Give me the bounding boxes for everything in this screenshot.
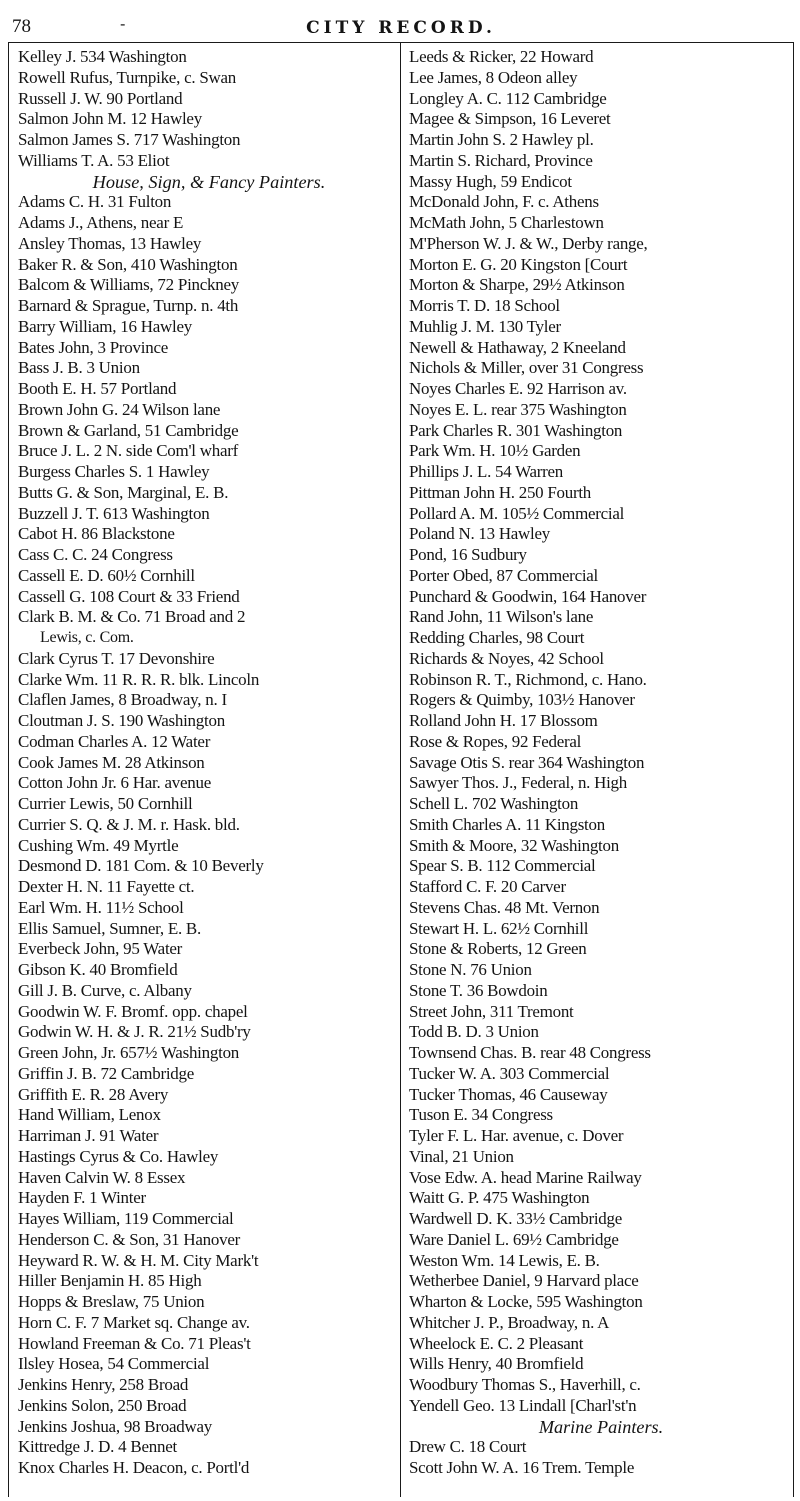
directory-entry: Cook James M. 28 Atkinson: [18, 752, 205, 772]
directory-entry: Earl Wm. H. 11½ School: [18, 897, 184, 917]
directory-entry: Phillips J. L. 54 Warren: [409, 462, 564, 481]
directory-entry: Smith & Moore, 32 Washington: [409, 835, 619, 855]
directory-entry: Stone N. 76 Union: [409, 960, 532, 979]
directory-entry: Howland Freeman & Co. 71 Pleas't: [18, 1333, 251, 1353]
directory-entry: Massy Hugh, 59 Endicot: [409, 171, 572, 191]
directory-entry: Rolland John H. 17 Blossom: [409, 711, 598, 730]
directory-entry: Waitt G. P. 475 Washington: [409, 1188, 590, 1208]
directory-entry: Cass C. C. 24 Congress: [18, 545, 173, 564]
directory-entry: Ellis Samuel, Sumner, E. B.: [18, 918, 201, 938]
directory-entry: Gill J. B. Curve, c. Albany: [18, 980, 192, 1000]
directory-entry: Dexter H. N. 11 Fayette ct.: [18, 877, 195, 896]
directory-entry: Pond, 16 Sudbury: [409, 545, 527, 564]
directory-entry: Scott John W. A. 16 Trem. Temple: [409, 1458, 635, 1477]
directory-entry: Salmon John M. 12 Hawley: [18, 109, 202, 129]
directory-entry: Morton & Sharpe, 29½ Atkinson: [409, 275, 625, 295]
directory-entry: Woodbury Thomas S., Haverhill, c.: [409, 1375, 641, 1394]
directory-entry: Green John, Jr. 657½ Washington: [18, 1043, 240, 1062]
directory-entry: Williams T. A. 53 Eliot: [18, 150, 170, 170]
directory-entry: Vose Edw. A. head Marine Railway: [409, 1167, 642, 1187]
directory-entry: Wills Henry, 40 Bromfield: [409, 1354, 584, 1374]
directory-entry-continuation: Lewis, c. Com.: [40, 629, 134, 646]
directory-entry: Jenkins Henry, 258 Broad: [18, 1375, 189, 1394]
directory-entry: Rogers & Quimby, 103½ Hanover: [409, 690, 635, 710]
section-heading: Marine Painters.: [538, 1416, 664, 1437]
directory-entry: Longley A. C. 112 Cambridge: [409, 88, 607, 108]
directory-entry: Robinson R. T., Richmond, c. Hano.: [409, 669, 647, 689]
directory-entry: Haven Calvin W. 8 Essex: [18, 1167, 186, 1187]
directory-entry: Codman Charles A. 12 Water: [18, 731, 211, 751]
directory-entry: M'Pherson W. J. & W., Derby range,: [409, 233, 648, 253]
directory-entry: Hiller Benjamin H. 85 High: [18, 1271, 202, 1291]
directory-entry: Everbeck John, 95 Water: [18, 939, 183, 959]
directory-entry: Porter Obed, 87 Commercial: [409, 565, 598, 585]
directory-entry: McDonald John, F. c. Athens: [409, 192, 599, 212]
directory-entry: Hopps & Breslaw, 75 Union: [18, 1292, 205, 1311]
directory-entry: Brown & Garland, 51 Cambridge: [18, 420, 239, 440]
directory-entry: Tyler F. L. Har. avenue, c. Dover: [409, 1126, 624, 1145]
directory-entry: Spear S. B. 112 Commercial: [409, 856, 596, 876]
directory-entry: Pollard A. M. 105½ Commercial: [409, 503, 625, 523]
directory-entry: Schell L. 702 Washington: [409, 794, 579, 813]
directory-entry: Morris T. D. 18 School: [409, 296, 560, 315]
directory-entry: Godwin W. H. & J. R. 21½ Sudb'ry: [18, 1022, 251, 1042]
directory-entry: Morton E. G. 20 Kingston [Court: [409, 254, 628, 274]
directory-entry: Stafford C. F. 20 Carver: [409, 877, 566, 896]
directory-entry: Cloutman J. S. 190 Washington: [18, 711, 225, 730]
directory-entry: Baker R. & Son, 410 Washington: [18, 254, 238, 274]
running-title: CITY RECORD.: [306, 18, 496, 38]
directory-entry: Muhlig J. M. 130 Tyler: [409, 316, 561, 336]
directory-entry: Adams C. H. 31 Fulton: [18, 192, 172, 212]
directory-entry: Hayden F. 1 Winter: [18, 1188, 146, 1208]
directory-entry: Cassell G. 108 Court & 33 Friend: [18, 586, 240, 606]
directory-entry: Townsend Chas. B. rear 48 Congress: [409, 1043, 651, 1062]
directory-entry: Yendell Geo. 13 Lindall [Charl'st'n: [409, 1395, 637, 1415]
directory-entry: Stevens Chas. 48 Mt. Vernon: [409, 897, 600, 917]
directory-entry: Street John, 311 Tremont: [409, 1001, 574, 1021]
directory-entry: Vinal, 21 Union: [409, 1146, 514, 1166]
directory-entry: Clarke Wm. 11 R. R. R. blk. Lincoln: [18, 669, 260, 689]
directory-columns: [8, 43, 794, 1497]
directory-entry: Redding Charles, 98 Court: [409, 628, 585, 647]
directory-entry: Nichols & Miller, over 31 Congress: [409, 358, 644, 378]
directory-entry: Rowell Rufus, Turnpike, c. Swan: [18, 67, 237, 87]
directory-entry: Savage Otis S. rear 364 Washington: [409, 752, 645, 772]
directory-entry: Tucker Thomas, 46 Causeway: [409, 1084, 608, 1104]
right-column: [401, 43, 793, 1497]
directory-entry: Clark Cyrus T. 17 Devonshire: [18, 648, 215, 668]
directory-entry: Poland N. 13 Hawley: [409, 524, 550, 544]
directory-entry: Currier S. Q. & J. M. r. Hask. bld.: [18, 814, 240, 834]
directory-entry: Griffith E. R. 28 Avery: [18, 1084, 169, 1104]
directory-entry: Jenkins Joshua, 98 Broadway: [18, 1416, 213, 1436]
left-column: [9, 43, 401, 1497]
directory-entry: Kittredge J. D. 4 Bennet: [18, 1437, 177, 1457]
directory-entry: Goodwin W. F. Bromf. opp. chapel: [18, 1001, 248, 1021]
directory-entry: Smith Charles A. 11 Kingston: [409, 814, 605, 834]
directory-entry: Wharton & Locke, 595 Washington: [409, 1292, 643, 1311]
page-header: [8, 16, 794, 43]
directory-entry: Sawyer Thos. J., Federal, n. High: [409, 773, 627, 793]
directory-entry: Ware Daniel L. 69½ Cambridge: [409, 1229, 619, 1249]
directory-entry: Harriman J. 91 Water: [18, 1126, 159, 1145]
directory-entry: Noyes Charles E. 92 Harrison av.: [409, 379, 627, 398]
directory-entry: Martin S. Richard, Province: [409, 150, 593, 170]
directory-entry: Cushing Wm. 49 Myrtle: [18, 835, 179, 855]
directory-entry: Clark B. M. & Co. 71 Broad and 2: [18, 607, 246, 627]
directory-entry: Weston Wm. 14 Lewis, E. B.: [409, 1250, 600, 1270]
directory-entry: Martin John S. 2 Hawley pl.: [409, 130, 594, 149]
directory-entry: Barry William, 16 Hawley: [18, 316, 192, 336]
directory-entry: Griffin J. B. 72 Cambridge: [18, 1063, 195, 1083]
directory-entry: Wardwell D. K. 33½ Cambridge: [409, 1209, 622, 1228]
directory-entry: Bates John, 3 Province: [18, 337, 169, 357]
directory-entry: Wetherbee Daniel, 9 Harvard place: [409, 1271, 639, 1291]
section-heading: House, Sign, & Fancy Painters.: [92, 171, 326, 192]
directory-entry: Noyes E. L. rear 375 Washington: [409, 399, 627, 419]
directory-entry: Jenkins Solon, 250 Broad: [18, 1395, 187, 1415]
directory-entry: Booth E. H. 57 Portland: [18, 379, 177, 398]
directory-entry: Barnard & Sprague, Turnp. n. 4th: [18, 296, 239, 315]
directory-entry: Wheelock E. C. 2 Pleasant: [409, 1333, 584, 1353]
directory-entry: Whitcher J. P., Broadway, n. A: [409, 1312, 610, 1332]
directory-entry: Stewart H. L. 62½ Cornhill: [409, 918, 589, 938]
directory-entry: Brown John G. 24 Wilson lane: [18, 399, 221, 419]
directory-entry: Cabot H. 86 Blackstone: [18, 524, 175, 544]
directory-entry: Adams J., Athens, near E: [18, 213, 184, 232]
directory-entry: Ilsley Hosea, 54 Commercial: [18, 1354, 210, 1374]
directory-entry: Buzzell J. T. 613 Washington: [18, 503, 210, 523]
directory-entry: Tuson E. 34 Congress: [409, 1105, 553, 1125]
directory-entry: Hastings Cyrus & Co. Hawley: [18, 1146, 219, 1166]
directory-entry: Salmon James S. 717 Washington: [18, 130, 241, 149]
directory-entry: Richards & Noyes, 42 School: [409, 648, 604, 668]
directory-entry: Ansley Thomas, 13 Hawley: [18, 233, 202, 253]
directory-entry: Gibson K. 40 Bromfield: [18, 960, 178, 979]
directory-entry: Lee James, 8 Odeon alley: [409, 67, 578, 87]
directory-entry: Burgess Charles S. 1 Hawley: [18, 462, 210, 481]
directory-entry: Currier Lewis, 50 Cornhill: [18, 794, 193, 813]
directory-entry: Leeds & Ricker, 22 Howard: [409, 47, 594, 66]
directory-entry: Henderson C. & Son, 31 Hanover: [18, 1229, 241, 1249]
directory-entry: Russell J. W. 90 Portland: [18, 88, 183, 108]
directory-entry: Kelley J. 534 Washington: [18, 47, 187, 66]
directory-entry: Stone T. 36 Bowdoin: [409, 980, 548, 1000]
directory-entry: Newell & Hathaway, 2 Kneeland: [409, 337, 626, 357]
directory-entry: Bruce J. L. 2 N. side Com'l wharf: [18, 441, 239, 461]
directory-entry: McMath John, 5 Charlestown: [409, 213, 604, 232]
directory-entry: Horn C. F. 7 Market sq. Change av.: [18, 1312, 250, 1332]
directory-entry: Todd B. D. 3 Union: [409, 1022, 539, 1042]
directory-entry: Punchard & Goodwin, 164 Hanover: [409, 586, 647, 606]
directory-entry: Balcom & Williams, 72 Pinckney: [18, 275, 240, 295]
directory-entry: Park Charles R. 301 Washington: [409, 420, 623, 440]
directory-entry: Claflen James, 8 Broadway, n. I: [18, 690, 227, 710]
directory-entry: Magee & Simpson, 16 Leveret: [409, 109, 611, 129]
directory-entry: Bass J. B. 3 Union: [18, 358, 140, 378]
directory-entry: Tucker W. A. 303 Commercial: [409, 1063, 610, 1083]
directory-entry: Heyward R. W. & H. M. City Mark't: [18, 1250, 259, 1270]
directory-entry: Drew C. 18 Court: [409, 1437, 527, 1457]
directory-entry: Rand John, 11 Wilson's lane: [409, 607, 594, 627]
directory-entry: Hand William, Lenox: [18, 1105, 161, 1125]
directory-entry: Butts G. & Son, Marginal, E. B.: [18, 482, 229, 502]
directory-entry: Desmond D. 181 Com. & 10 Beverly: [18, 856, 264, 876]
page-number: 78: [12, 16, 31, 37]
directory-entry: Cotton John Jr. 6 Har. avenue: [18, 773, 212, 793]
directory-entry: Hayes William, 119 Commercial: [18, 1209, 234, 1228]
directory-entry: Rose & Ropes, 92 Federal: [409, 731, 582, 751]
directory-entry: Cassell E. D. 60½ Cornhill: [18, 565, 195, 585]
directory-entry: Park Wm. H. 10½ Garden: [409, 441, 581, 461]
directory-entry: Pittman John H. 250 Fourth: [409, 482, 592, 502]
header-dash: -: [120, 14, 126, 33]
directory-entry: Knox Charles H. Deacon, c. Portl'd: [18, 1458, 250, 1477]
directory-entry: Stone & Roberts, 12 Green: [409, 939, 587, 959]
